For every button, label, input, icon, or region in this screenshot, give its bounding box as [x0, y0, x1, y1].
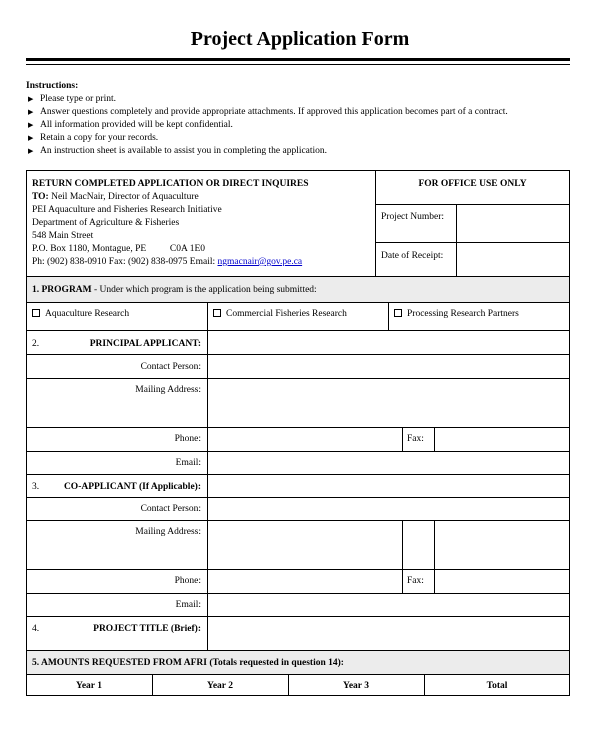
- project-number-label: Project Number:: [381, 212, 445, 222]
- office-heading: FOR OFFICE USE ONLY: [418, 179, 527, 189]
- instruction-item: [26, 119, 586, 132]
- instruction-item: [26, 132, 586, 145]
- coapplicant-field[interactable]: [208, 475, 569, 496]
- email-link[interactable]: ngmacnair@gov.pe.ca: [217, 257, 303, 267]
- program-option-processing[interactable]: [394, 308, 519, 321]
- principal-applicant-field[interactable]: [208, 331, 569, 353]
- principal-phone-field[interactable]: [208, 428, 401, 450]
- return-line: PEI Aquaculture and Fisheries Research Initiative: [32, 205, 222, 215]
- instruction-text: An instruction sheet is available to assist you in completing the application.: [40, 146, 328, 156]
- coapplicant-phone-label: Phone:: [174, 576, 201, 586]
- principal-contact-label: Contact Person:: [140, 362, 201, 372]
- principal-phone-label: Phone:: [174, 434, 201, 444]
- principal-fax-field[interactable]: [435, 428, 569, 450]
- instruction-text: Retain a copy for your records.: [40, 133, 159, 143]
- principal-mailing-label: Mailing Address:: [135, 385, 201, 395]
- coapplicant-email-label: Email:: [175, 600, 201, 610]
- amounts-heading: 5. AMOUNTS REQUESTED FROM AFRI (Totals requested in question 14):: [32, 658, 344, 668]
- coapplicant-contact-label: Contact Person:: [140, 504, 201, 514]
- principal-email-label: Email:: [175, 458, 201, 468]
- coapplicant-fax-label: Fax:: [407, 576, 424, 586]
- amounts-col-year1: Year 1: [76, 681, 102, 691]
- coapplicant-phone-field[interactable]: [208, 570, 401, 592]
- return-line: P.O. Box 1180, Montague, PE C0A 1E0: [32, 244, 206, 254]
- date-of-receipt-label: Date of Receipt:: [381, 251, 444, 261]
- return-line: 548 Main Street: [32, 231, 94, 241]
- return-to: [32, 191, 199, 204]
- instruction-item: [26, 145, 586, 158]
- program-option-commercial[interactable]: [213, 308, 347, 321]
- divider: [26, 674, 570, 675]
- divider: [207, 302, 208, 330]
- divider: [26, 650, 570, 651]
- return-contact-line: [32, 256, 302, 269]
- return-heading: RETURN COMPLETED APPLICATION OR DIRECT INQUIRES: [32, 179, 309, 189]
- program-heading-rest: - Under which program is the application being submitted:: [91, 285, 317, 295]
- instructions-list: [26, 93, 586, 158]
- checkbox-icon[interactable]: [32, 309, 40, 317]
- principal-email-field[interactable]: [208, 452, 569, 473]
- form-title: Project Application Form: [190, 28, 410, 50]
- divider: [402, 520, 403, 593]
- instruction-item: [26, 106, 586, 119]
- program-heading: [32, 284, 317, 297]
- divider: [388, 302, 389, 330]
- coapplicant-fax-field[interactable]: [435, 570, 569, 592]
- divider: [26, 302, 570, 303]
- divider: [26, 276, 570, 277]
- contact-prefix: Ph: (902) 838-0910 Fax: (902) 838-0975 Email:: [32, 257, 218, 267]
- checkbox-icon[interactable]: [394, 309, 402, 317]
- project-title-heading: PROJECT TITLE (Brief):: [93, 624, 201, 634]
- project-title-field[interactable]: [208, 617, 569, 649]
- coapplicant-contact-field[interactable]: [208, 498, 569, 519]
- amounts-col-total: Total: [486, 681, 508, 691]
- option-label: Aquaculture Research: [45, 309, 130, 319]
- instruction-text: Answer questions completely and provide appropriate attachments. If approved this application becomes part of a contract.: [40, 107, 508, 117]
- coapplicant-heading: CO-APPLICANT (If Applicable):: [63, 482, 201, 492]
- program-option-aquaculture[interactable]: [32, 308, 129, 321]
- divider: [402, 427, 403, 451]
- title-rule-thick: [26, 58, 570, 61]
- coapplicant-mailing-label: Mailing Address:: [135, 527, 201, 537]
- project-title-num: 4.: [32, 624, 40, 634]
- coapplicant-mailing-field[interactable]: [208, 521, 569, 568]
- project-number-field[interactable]: [457, 205, 569, 241]
- to-label: TO:: [32, 192, 49, 202]
- instruction-item: [26, 93, 586, 106]
- checkbox-icon[interactable]: [213, 309, 221, 317]
- option-label: Commercial Fisheries Research: [226, 309, 347, 319]
- bullet-icon: ▶: [28, 147, 34, 155]
- application-form: [26, 170, 570, 696]
- instruction-text: Please type or print.: [40, 94, 116, 104]
- bullet-icon: ▶: [28, 108, 34, 116]
- bullet-icon: ▶: [28, 121, 34, 129]
- date-of-receipt-field[interactable]: [457, 243, 569, 275]
- instructions-heading: Instructions:: [26, 81, 79, 91]
- return-line: Department of Agriculture & Fisheries: [32, 218, 180, 228]
- amounts-col-year3: Year 3: [343, 681, 369, 691]
- bullet-icon: ▶: [28, 95, 34, 103]
- principal-contact-field[interactable]: [208, 355, 569, 377]
- to-value: Neil MacNair, Director of Aquaculture: [48, 192, 199, 202]
- principal-heading: PRINCIPAL APPLICANT:: [89, 339, 201, 349]
- coapplicant-num: 3.: [32, 482, 40, 492]
- amounts-col-year2: Year 2: [207, 681, 233, 691]
- bullet-icon: ▶: [28, 134, 34, 142]
- principal-num: 2.: [32, 339, 40, 349]
- coapplicant-email-field[interactable]: [208, 594, 569, 615]
- title-rule-thin: [26, 64, 570, 65]
- principal-fax-label: Fax:: [407, 434, 424, 444]
- principal-mailing-field[interactable]: [208, 379, 569, 426]
- option-label: Processing Research Partners: [407, 309, 519, 319]
- instruction-text: All information provided will be kept confidential.: [40, 120, 233, 130]
- program-heading-num: 1. PROGRAM: [32, 285, 92, 295]
- instructions: [26, 80, 586, 158]
